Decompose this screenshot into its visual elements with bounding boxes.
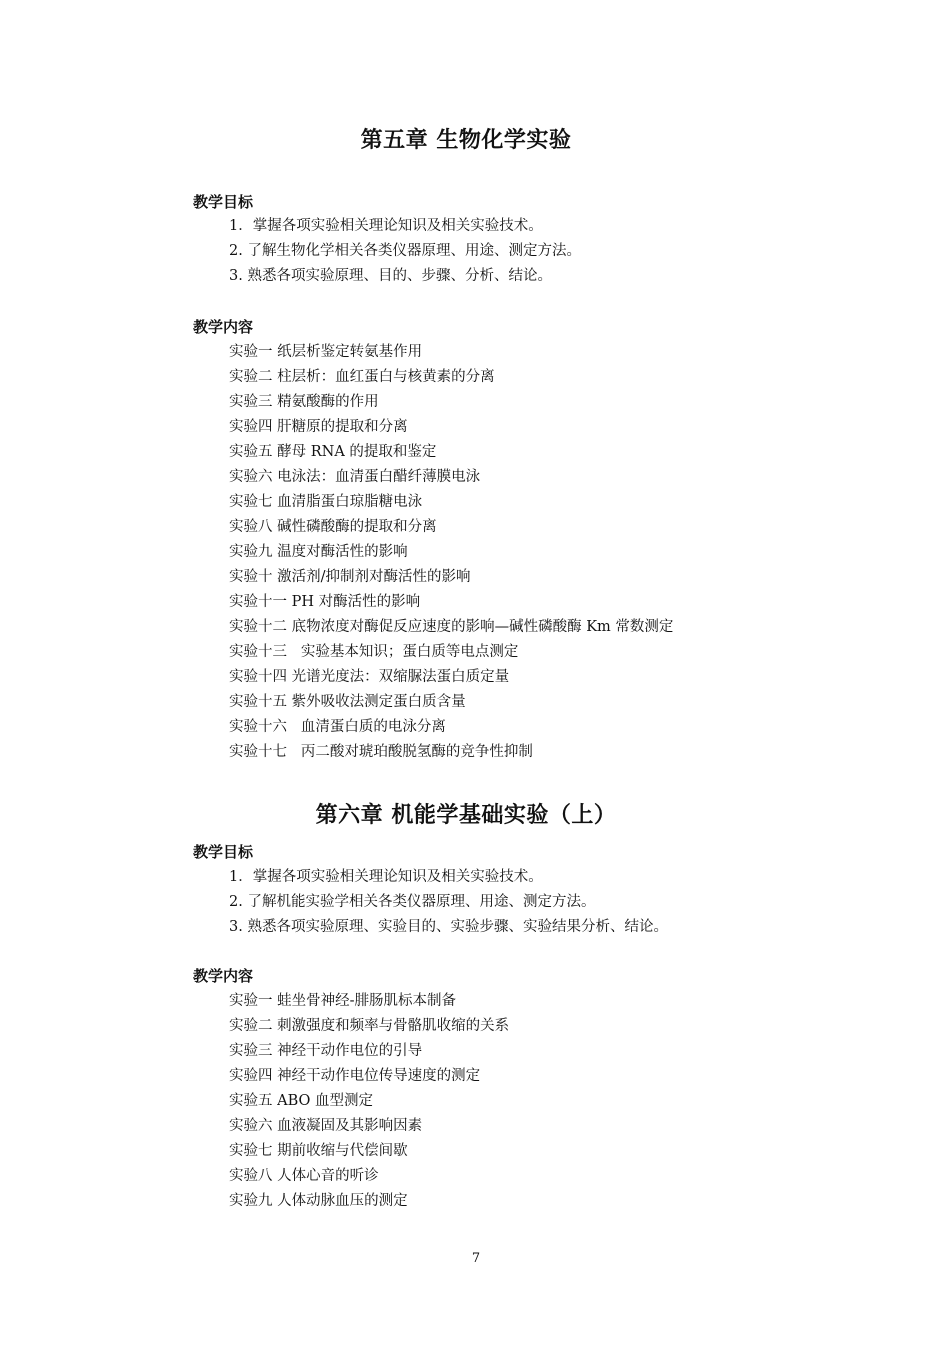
experiment-item: 实验三 神经干动作电位的引导 [229,1043,423,1059]
experiment-item: 实验十六 血清蛋白质的电泳分离 [229,719,446,735]
experiment-item: 实验五 ABO 血型测定 [229,1093,374,1109]
experiment-item: 实验九 人体动脉血压的测定 [229,1193,408,1209]
chapter6-objectives-list [229,865,668,940]
objective-item: 2. 了解生物化学相关各类仪器原理、用途、测定方法。 [229,243,581,259]
experiment-item: 实验五 酵母 RNA 的提取和鉴定 [229,444,437,460]
objective-item: 1．掌握各项实验相关理论知识及相关实验技术。 [229,218,543,234]
chapter5-objectives-heading: 教学目标 [193,193,254,211]
chapter5-content-heading: 教学内容 [193,318,254,336]
experiment-item: 实验十 激活剂/抑制剂对酶活性的影响 [229,569,471,585]
experiment-item: 实验十三 实验基本知识；蛋白质等电点测定 [229,644,519,660]
objective-item: 3. 熟悉各项实验原理、目的、步骤、分析、结论。 [229,268,552,284]
experiment-item: 实验八 人体心音的听诊 [229,1168,379,1184]
experiment-item: 实验一 蛙坐骨神经-腓肠肌标本制备 [229,993,457,1009]
experiment-item: 实验三 精氨酸酶的作用 [229,394,379,410]
page-number: 7 [471,1251,481,1266]
experiment-item: 实验二 柱层析：血红蛋白与核黄素的分离 [229,369,495,385]
experiment-item: 实验十二 底物浓度对酶促反应速度的影响—碱性磷酸酶 Km 常数测定 [229,619,674,635]
chapter5-title: 第五章 生物化学实验 [360,128,572,153]
experiment-item: 实验九 温度对酶活性的影响 [229,544,408,560]
chapter6-content-heading: 教学内容 [193,967,254,985]
chapter5-objectives-list [229,214,581,289]
experiment-item: 实验十一 PH 对酶活性的影响 [229,594,421,610]
experiment-item: 实验一 纸层析鉴定转氨基作用 [229,344,423,360]
experiment-item: 实验二 刺激强度和频率与骨骼肌收缩的关系 [229,1018,510,1034]
experiment-item: 实验十四 光谱光度法：双缩脲法蛋白质定量 [229,669,510,685]
objective-item: 2. 了解机能实验学相关各类仪器原理、用途、测定方法。 [229,894,596,910]
experiment-item: 实验六 电泳法：血清蛋白醋纤薄膜电泳 [229,469,481,485]
experiment-item: 实验八 碱性磷酸酶的提取和分离 [229,519,437,535]
chapter6-experiment-list [229,989,509,1214]
chapter5-experiment-list [229,340,673,765]
chapter6-objectives-heading: 教学目标 [193,843,254,861]
experiment-item: 实验十五 紫外吸收法测定蛋白质含量 [229,694,466,710]
objective-item: 3. 熟悉各项实验原理、实验目的、实验步骤、实验结果分析、结论。 [229,919,668,935]
objective-item: 1．掌握各项实验相关理论知识及相关实验技术。 [229,869,543,885]
experiment-item: 实验十七 丙二酸对琥珀酸脱氢酶的竞争性抑制 [229,744,533,760]
chapter6-title: 第六章 机能学基础实验（上） [315,803,617,828]
experiment-item: 实验四 神经干动作电位传导速度的测定 [229,1068,481,1084]
experiment-item: 实验六 血液凝固及其影响因素 [229,1118,423,1134]
experiment-item: 实验七 血清脂蛋白琼脂糖电泳 [229,494,423,510]
experiment-item: 实验四 肝糖原的提取和分离 [229,419,408,435]
experiment-item: 实验七 期前收缩与代偿间歇 [229,1143,408,1159]
